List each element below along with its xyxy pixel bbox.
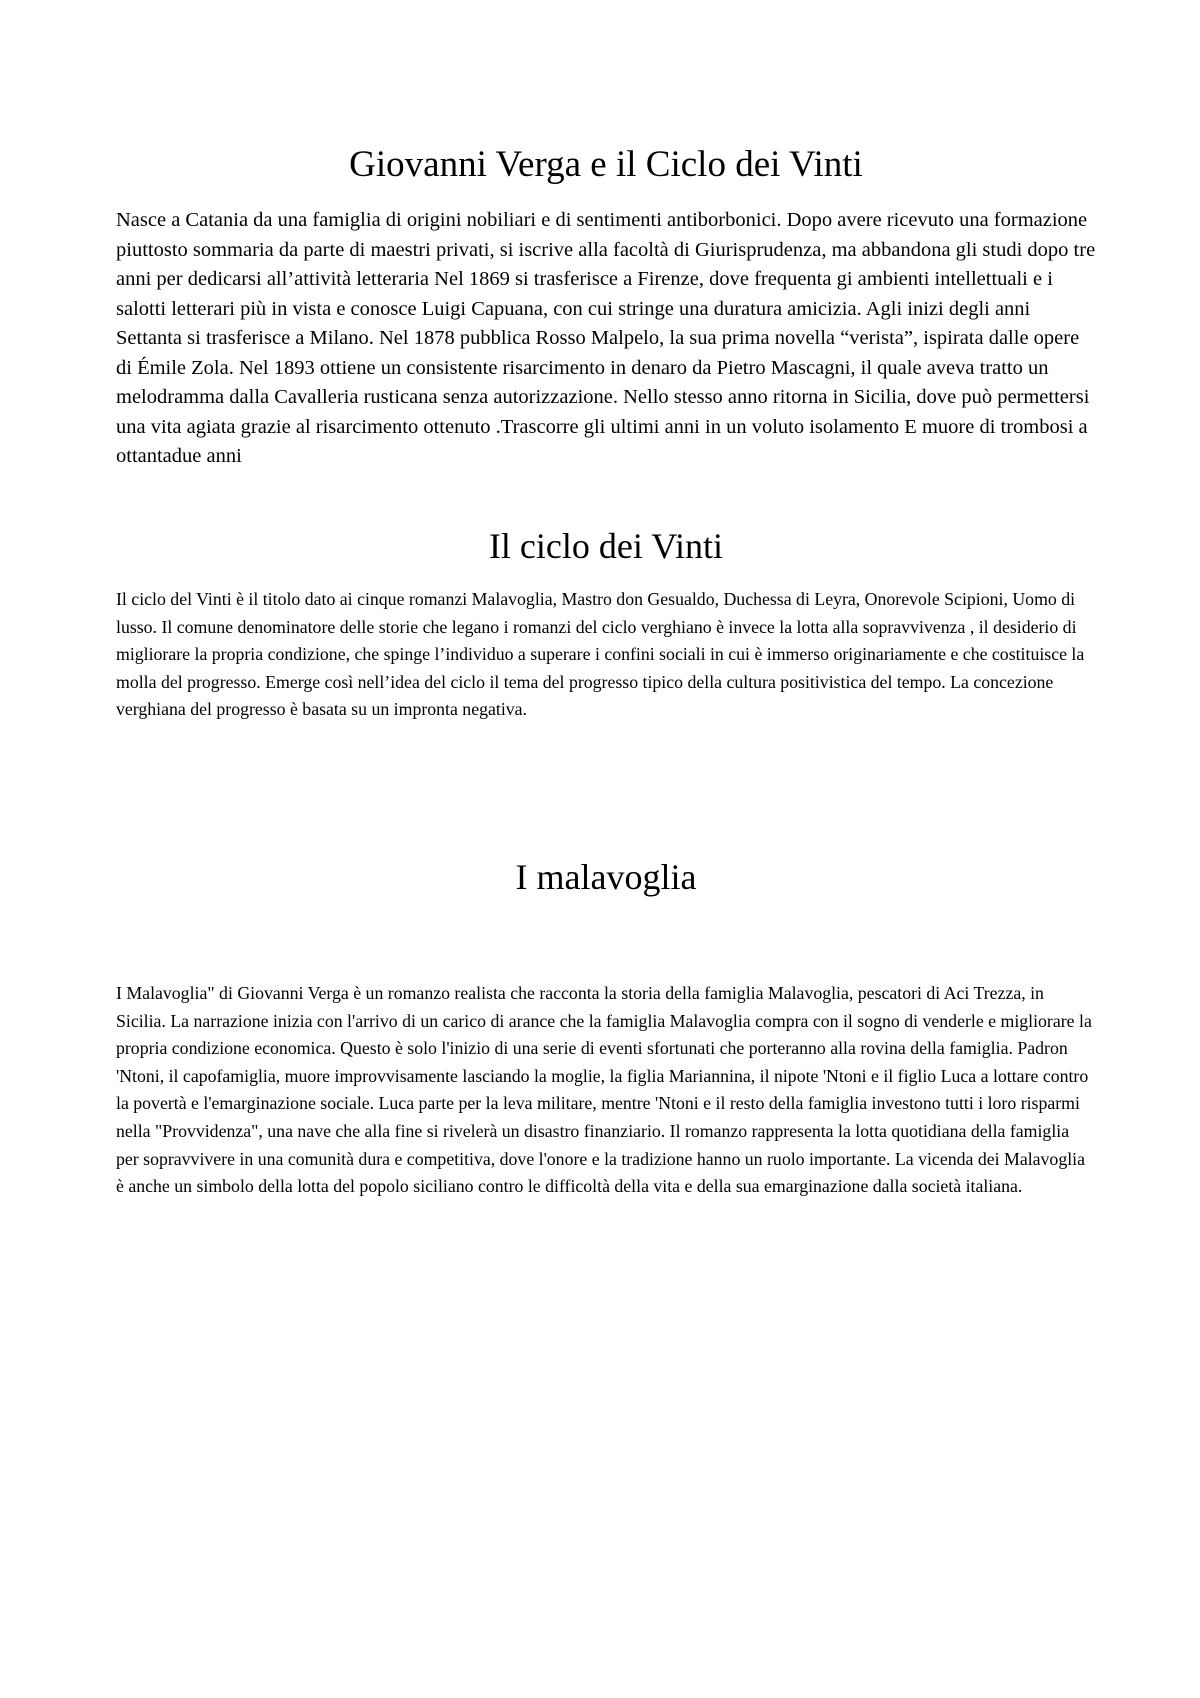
section-body-ciclo-dei-vinti: Il ciclo del Vinti è il titolo dato ai cinque romanzi Malavoglia, Mastro don Gesualdo, Duchessa di Leyra, Onorevole Scipioni, Uomo di lusso. Il comune denominatore delle storie che legano i romanzi del ciclo verghiano è invece la lotta alla sopravvivenza , il desiderio di migliorare la propria condizione, che spinge l’individuo a superare i confini sociali in cui è immerso originariamente e che costituisce la molla del progresso. Emerge così nell’idea del ciclo il tema del progresso tipico della cultura positivistica del tempo. La concezione verghiana del progresso è basata su un impronta negativa.: [116, 589, 1085, 720]
section-title-malavoglia: I malavoglia: [515, 857, 697, 897]
section-title-verga: Giovanni Verga e il Ciclo dei Vinti: [349, 144, 863, 185]
section-title-ciclo-dei-vinti: Il ciclo dei Vinti: [488, 526, 724, 566]
section-body-malavoglia: I Malavoglia" di Giovanni Verga è un romanzo realista che racconta la storia della famiglia Malavoglia, pescatori di Aci Trezza, in Sicilia. La narrazione inizia con l'arrivo di un carico di arance che la famiglia Malavoglia compra con il sogno di venderle e migliorare la propria condizione economica. Questo è solo l'inizio di una serie di eventi sfortunati che porteranno alla rovina della famiglia. Padron 'Ntoni, il capofamiglia, muore improvvisamente lasciando la moglie, la figlia Mariannina, il nipote 'Ntoni e il figlio Luca a lottare contro la povertà e l'emarginazione sociale. Luca parte per la leva militare, mentre 'Ntoni e il resto della famiglia investono tutti i loro risparmi nella "Provvidenza", una nave che alla fine si rivelerà un disastro finanziario. Il romanzo rappresenta la lotta quotidiana della famiglia per sopravvivere in una comunità dura e competitiva, dove l'onore e la tradizione hanno un ruolo importante. La vicenda dei Malavoglia è anche un simbolo della lotta del popolo siciliano contro le difficoltà della vita e della sua emarginazione dalla società italiana.: [116, 983, 1092, 1197]
section-body-verga: Nasce a Catania da una famiglia di origini nobiliari e di sentimenti antiborbonici. Dopo avere ricevuto una formazione piuttosto sommaria da parte di maestri privati, si iscrive alla facoltà di Giurisprudenza, ma abbandona gli studi dopo tre anni per dedicarsi all’attività letteraria Nel 1869 si trasferisce a Firenze, dove frequenta gi ambienti intellettuali e i salotti letterari più in vista e conosce Luigi Capuana, con cui stringe una duratura amicizia. Agli inizi degli anni Settanta si trasferisce a Milano. Nel 1878 pubblica Rosso Malpelo, la sua prima novella “verista”, ispirata dalle opere di Émile Zola. Nel 1893 ottiene un consistente risarcimento in denaro da Pietro Mascagni, il quale aveva tratto un melodramma dalla Cavalleria rusticana senza autorizzazione. Nello stesso anno ritorna in Sicilia, dove può permettersi una vita agiata grazie al risarcimento ottenuto .Trascorre gli ultimi anni in un voluto isolamento E muore di trombosi a ottantadue anni: [116, 209, 1096, 467]
